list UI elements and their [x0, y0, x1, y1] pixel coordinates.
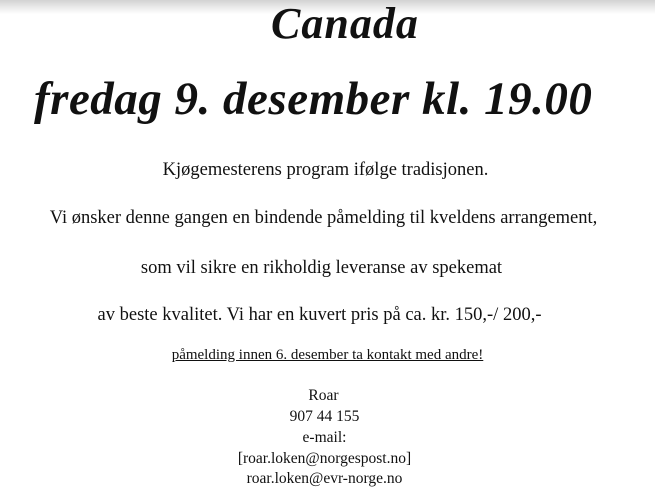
registration-line: Vi ønsker denne gangen en bindende påmelding til kveldens arrangement, [49, 208, 598, 228]
contact-phone: 907 44 155 [289, 408, 360, 425]
contact-email-label: e-mail: [302, 429, 347, 446]
registration-deadline-notice: påmelding innen 6. desember ta kontakt med andre! [171, 347, 484, 363]
contact-email-secondary[interactable]: roar.loken@evr-norge.no [246, 470, 403, 487]
supply-line: som vil sikre en rikholdig leveranse av spekemat [140, 258, 503, 278]
event-title: Canada [271, 0, 419, 48]
price-line: av beste kvalitet. Vi har en kuvert pris på ca. kr. 150,-/ 200,- [97, 305, 542, 325]
event-date: fredag 9. desember kl. 19.00 [34, 73, 593, 125]
contact-email-primary[interactable]: [roar.loken@norgespost.no] [237, 450, 412, 467]
program-line: Kjøgemesterens program ifølge tradisjonen. [162, 160, 489, 180]
contact-name: Roar [308, 387, 339, 404]
